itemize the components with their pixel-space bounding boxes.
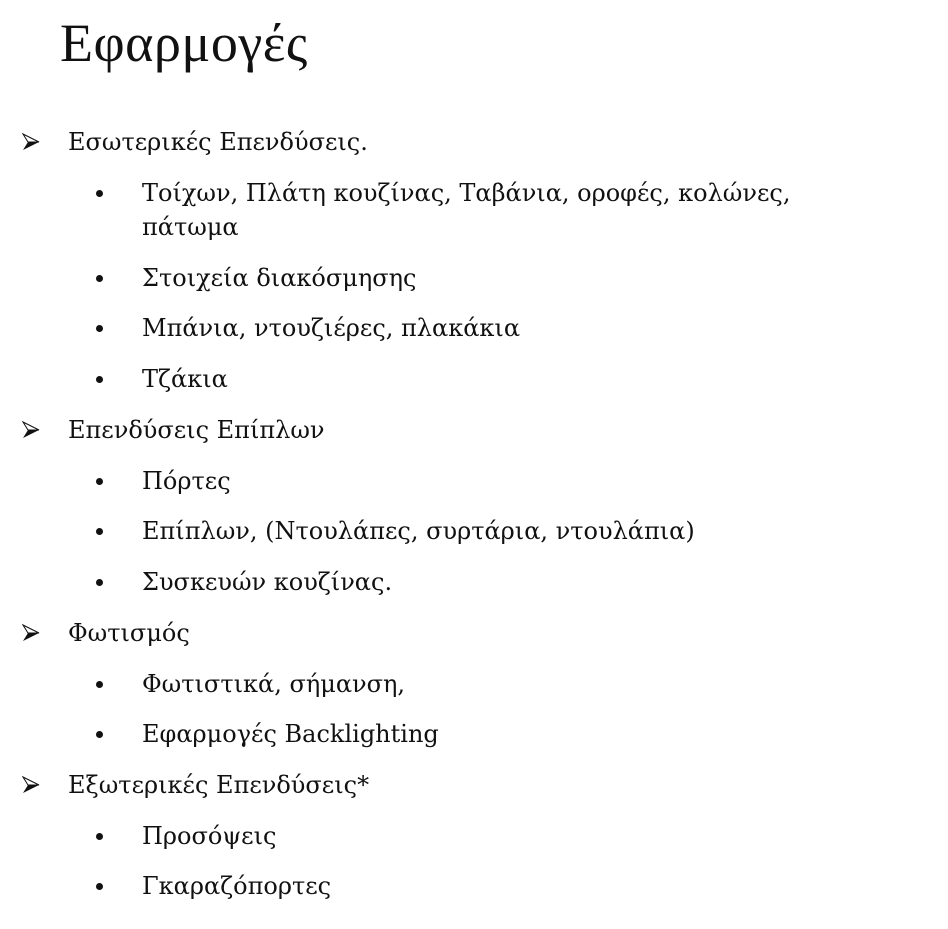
item-text: Εφαρμογές Backlighting xyxy=(142,720,439,748)
section-label: Επενδύσεις Επίπλων xyxy=(68,416,325,444)
bullet-dot-icon xyxy=(96,275,103,282)
section-heading xyxy=(68,768,369,802)
list-item xyxy=(142,667,405,701)
item-text: Επίπλων, (Ντουλάπες, συρτάρια, ντουλάπια) xyxy=(142,517,695,545)
arrow-bullet-icon xyxy=(22,421,40,439)
list-item xyxy=(142,176,832,244)
bullet-dot-icon xyxy=(96,478,103,485)
item-text: Συσκευών κουζίνας. xyxy=(142,568,393,596)
section-heading xyxy=(68,125,368,159)
list-item xyxy=(142,869,331,903)
bullet-dot-icon xyxy=(96,325,103,332)
slide-title: Εφαρμογές xyxy=(60,13,308,73)
arrow-bullet-icon xyxy=(22,624,40,642)
arrow-bullet-icon xyxy=(22,133,40,151)
bullet-dot-icon xyxy=(96,528,103,535)
section-heading xyxy=(68,413,325,447)
item-text: Φωτιστικά, σήμανση, xyxy=(142,670,406,698)
bullet-dot-icon xyxy=(96,731,103,738)
bullet-dot-icon xyxy=(96,190,103,197)
item-text: Τζάκια xyxy=(142,365,228,393)
list-item xyxy=(142,311,520,345)
item-text: Πόρτες xyxy=(142,467,231,495)
bullet-dot-icon xyxy=(96,833,103,840)
item-text: Μπάνια, ντουζιέρες, πλακάκια xyxy=(142,314,521,342)
item-text: Τοίχων, Πλάτη κουζίνας, Ταβάνια, οροφές, κολώνες, πάτωμα xyxy=(142,179,791,241)
list-item xyxy=(142,565,392,599)
bullet-dot-icon xyxy=(96,579,103,586)
section-label: Εσωτερικές Επενδύσεις. xyxy=(68,128,368,156)
list-item xyxy=(142,464,231,498)
list-item xyxy=(142,261,416,295)
bullet-dot-icon xyxy=(96,681,103,688)
arrow-bullet-icon xyxy=(22,776,40,794)
list-item xyxy=(142,514,695,548)
bullet-dot-icon xyxy=(96,376,103,383)
bullet-dot-icon xyxy=(96,883,103,890)
section-label: Εξωτερικές Επενδύσεις* xyxy=(68,771,370,799)
list-item xyxy=(142,717,439,751)
item-text: Προσόψεις xyxy=(142,822,277,850)
list-item xyxy=(142,819,276,853)
section-label: Φωτισμός xyxy=(68,619,190,647)
item-text: Γκαραζόπορτες xyxy=(142,872,332,900)
section-heading xyxy=(68,616,190,650)
item-text: Στοιχεία διακόσμησης xyxy=(142,264,417,292)
list-item xyxy=(142,362,228,396)
